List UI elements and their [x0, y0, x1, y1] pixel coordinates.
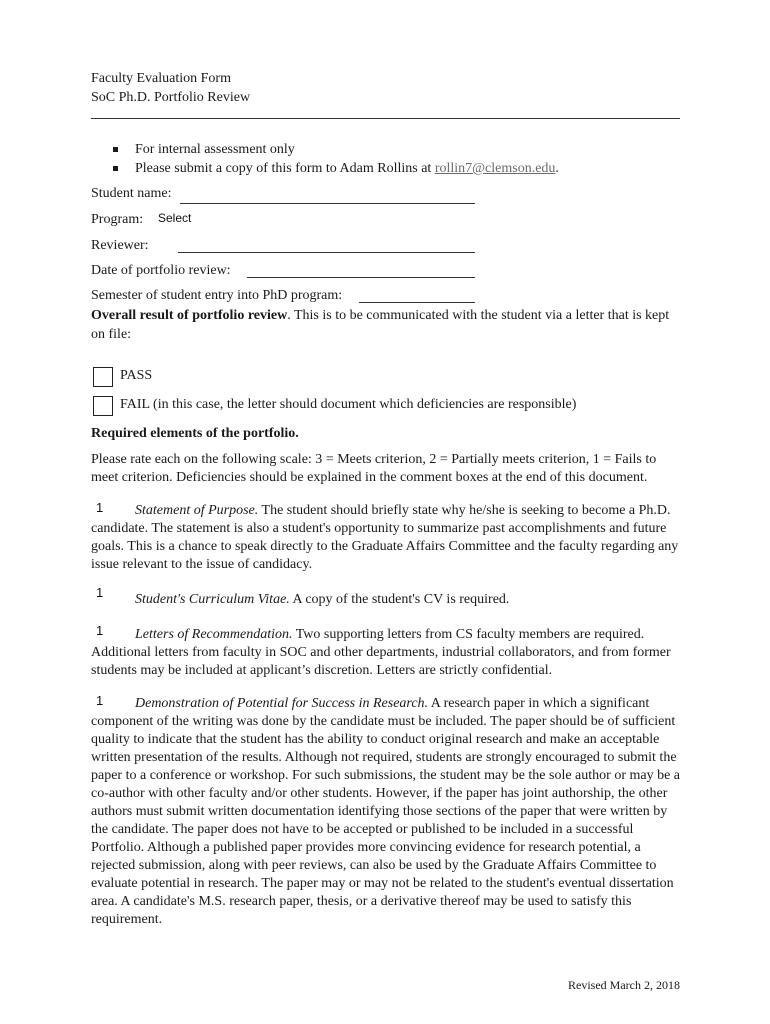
review-date-field[interactable] — [247, 277, 475, 278]
rating-select[interactable]: 1 — [96, 623, 104, 638]
header-divider — [91, 118, 680, 119]
program-select[interactable]: Select — [158, 211, 192, 225]
portfolio-item-research — [91, 695, 683, 929]
email-link[interactable]: rollin7@clemson.edu — [434, 161, 556, 176]
student-name-field[interactable] — [180, 203, 475, 204]
rating-select[interactable]: 1 — [96, 585, 104, 600]
item-title: Student's Curriculum Vitae. — [135, 592, 290, 607]
form-subtitle: SoC Ph.D. Portfolio Review — [91, 90, 251, 105]
bullet-text: Please submit a copy of this form to Adam Rollins at — [135, 161, 435, 176]
overall-result-text — [91, 306, 683, 344]
student-name-label: Student name: — [91, 186, 172, 201]
review-date-label: Date of portfolio review: — [91, 263, 231, 278]
program-label: Program: — [91, 212, 144, 227]
form-title: Faculty Evaluation Form — [91, 71, 231, 86]
bullet-period: . — [555, 161, 559, 176]
item-title: Statement of Purpose. — [135, 503, 259, 518]
item-body: Two supporting letters from CS faculty members are required. Additional letters from faculty in SOC and other departments, industrial collaborators, and from former students may be included at applicant’s discretion. Letters are strictly confidential. — [91, 627, 671, 678]
square-bullet-icon — [113, 166, 118, 171]
bullet-text-submit — [135, 159, 559, 178]
square-bullet-icon — [113, 147, 118, 152]
pass-label: PASS — [120, 368, 153, 383]
item-title: Letters of Recommendation. — [135, 627, 293, 642]
portfolio-item-statement — [91, 502, 683, 574]
semester-label: Semester of student entry into PhD program: — [91, 288, 343, 303]
item-body: The student should briefly state why he/she is seeking to become a Ph.D. candidate. The statement is also a student's opportunity to summarize past accomplishments and future goals. This is a chance to speak directly to the Graduate Affairs Committee and the faculty regarding any issue relevant to the issue of candidacy. — [91, 503, 679, 572]
reviewer-field[interactable] — [178, 252, 475, 253]
item-title: Demonstration of Potential for Success in Research. — [135, 696, 429, 711]
fail-checkbox[interactable] — [93, 396, 113, 416]
rating-scale-instructions: Please rate each on the following scale: 3 = Meets criterion, 2 = Partially meets criterion, 1 = Fails to meet criterion. Deficiencies should be explained in the comment boxes at the end of this document. — [91, 452, 657, 485]
pass-checkbox[interactable] — [93, 367, 113, 387]
semester-field[interactable] — [359, 302, 475, 303]
reviewer-label: Reviewer: — [91, 238, 149, 253]
item-body: A research paper in which a significant component of the writing was done by the candidate must be included. The paper should be of sufficient quality to indicate that the student has the ability to conduct original research and make an acceptable written presentation of the results. Although not required, students are strongly encouraged to submit the paper to a conference or workshop. For such submissions, the student may be the sole author or may be a co-author with other faculty and/or other students. However, if the paper has joint authorship, the other authors must submit written documentation identifying those sections of the paper that were written by the candidate. The paper does not have to be accepted or published to be included in a successful Portfolio. Although a published paper provides more convincing evidence for research potential, a rejected submission, along with peer reviews, can also be used by the Graduate Affairs Committee to evaluate potential in research. The paper may or may not be related to the student's eventual dissertation area. A candidate's M.S. research paper, thesis, or a derivative thereof may be used to satisfy this requirement. — [91, 696, 681, 927]
revision-date: Revised March 2, 2018 — [568, 978, 680, 992]
item-body: A copy of the student's CV is required. — [289, 592, 510, 607]
required-elements-heading: Required elements of the portfolio. — [91, 426, 299, 441]
rating-select[interactable]: 1 — [96, 693, 104, 708]
form-header — [91, 69, 250, 107]
bullet-text: For internal assessment only — [135, 142, 295, 157]
portfolio-item-cv — [91, 591, 683, 609]
rating-select[interactable]: 1 — [96, 500, 104, 515]
fail-label: FAIL (in this case, the letter should document which deficiencies are responsible) — [120, 397, 577, 412]
portfolio-item-letters — [91, 626, 683, 680]
overall-result-instructions: . This is to be communicated with the student via a letter that is kept on file: — [91, 308, 670, 342]
overall-result-heading: Overall result of portfolio review — [91, 308, 288, 323]
